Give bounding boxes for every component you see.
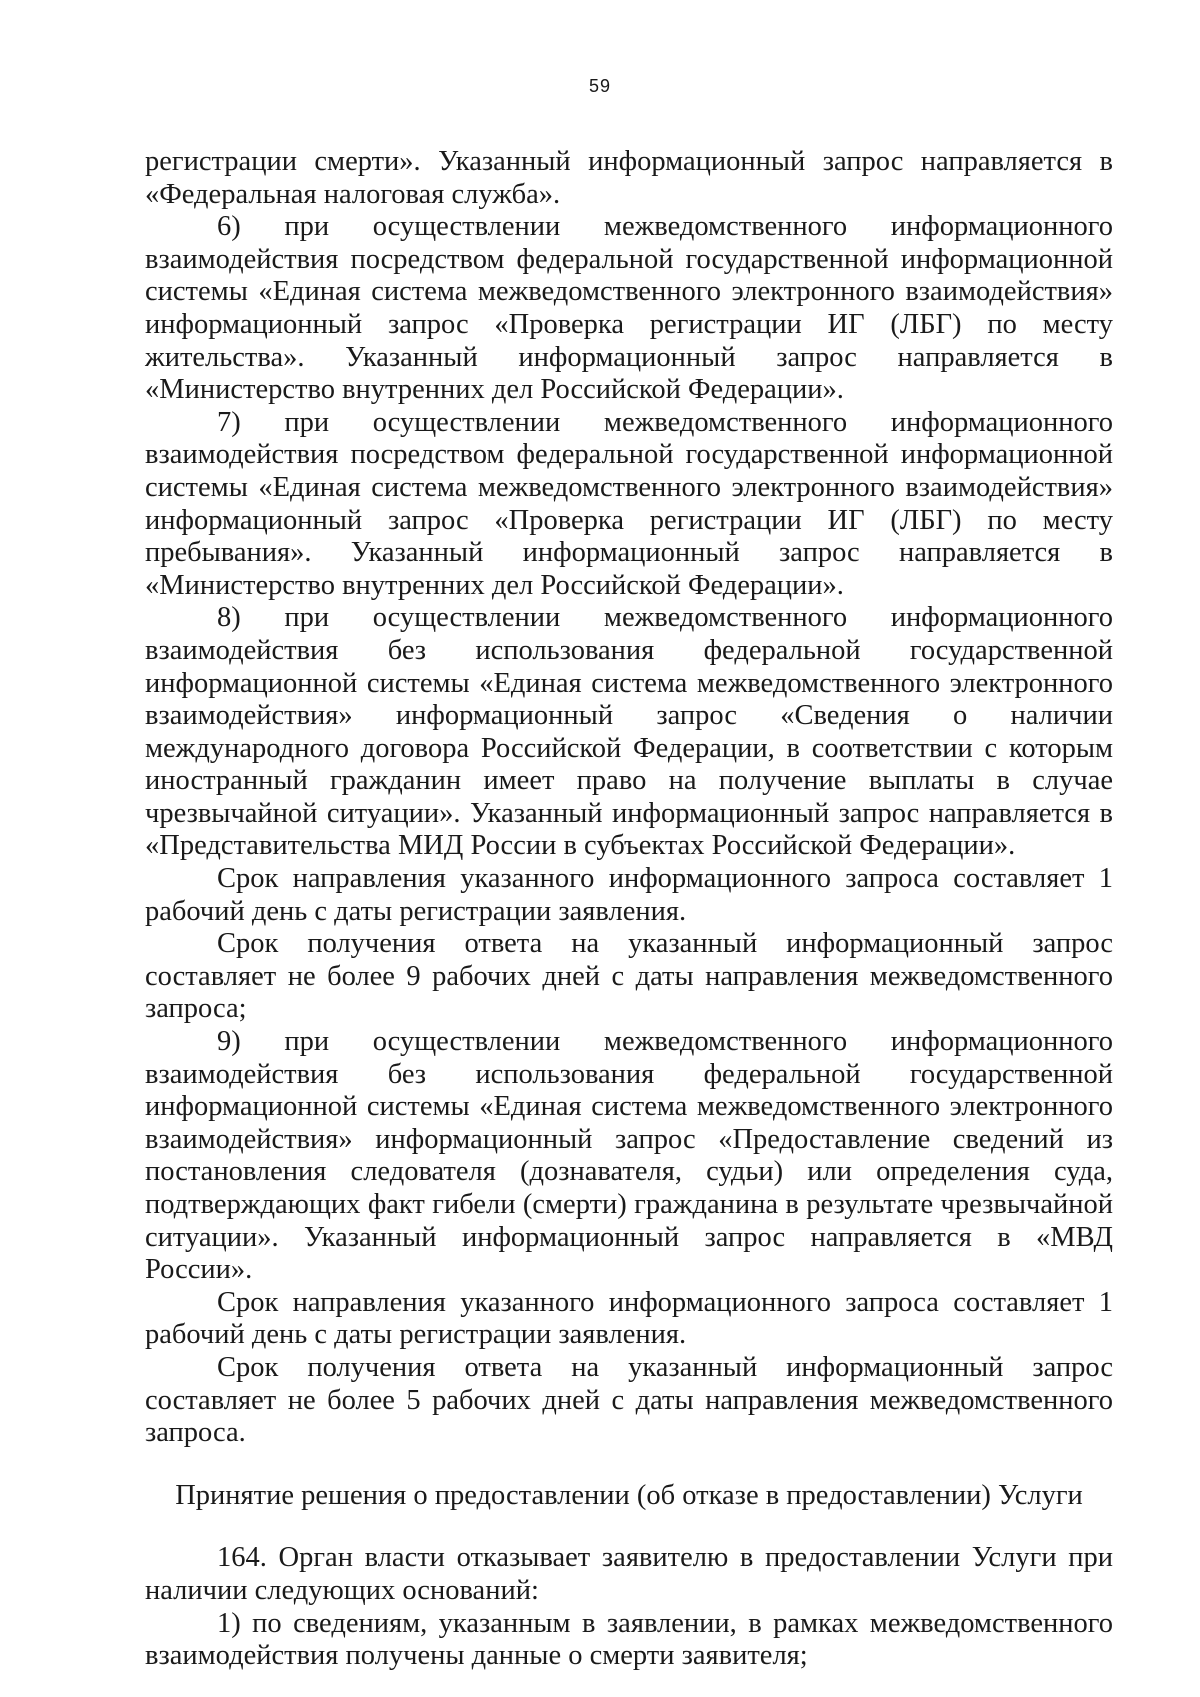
paragraph-item-7: 7) при осуществлении межведомственного информационного взаимодействия посредством федеральной государственной информационной системы «Единая система межведомственного электронного взаимодействия» информационный запрос «Проверка регистрации ИГ (ЛБГ) по месту пребывания». Указанный информационный запрос направляется в «Министерство внутренних дел Российской Федерации». xyxy=(145,406,1113,601)
section-heading: Принятие решения о предоставлении (об отказе в предоставлении) Услуги xyxy=(175,1479,1083,1511)
document-body xyxy=(145,146,1113,1673)
paragraph-item-9: 9) при осуществлении межведомственного информационного взаимодействия без использования федеральной государственной информационной системы «Единая система межведомственного электронного взаимодействия» информационный запрос «Предоставление сведений из постановления следователя (дознавателя, судьи) или определения суда, подтверждающих факт гибели (смерти) гражданина в результате чрезвычайной ситуации». Указанный информационный запрос направляется в «МВД России». xyxy=(145,1026,1113,1286)
paragraph-request-deadline: Срок направления указанного информационного запроса составляет 1 рабочий день с даты регистрации заявления. xyxy=(145,1286,1113,1351)
paragraph-item-8: 8) при осуществлении межведомственного информационного взаимодействия без использования федеральной государственной информационной системы «Единая система межведомственного электронного взаимодействия» информационный запрос «Сведения о наличии международного договора Российской Федерации, в соответствии с которым иностранный гражданин имеет право на получение выплаты в случае чрезвычайной ситуации». Указанный информационный запрос направляется в «Представительства МИД России в субъектах Российской Федерации». xyxy=(145,602,1113,862)
paragraph-item-6: 6) при осуществлении межведомственного информационного взаимодействия посредством федеральной государственной информационной системы «Единая система межведомственного электронного взаимодействия» информационный запрос «Проверка регистрации ИГ (ЛБГ) по месту жительства». Указанный информационный запрос направляется в «Министерство внутренних дел Российской Федерации». xyxy=(145,211,1113,406)
page-number: 59 xyxy=(588,76,612,96)
paragraph-request-deadline: Срок направления указанного информационного запроса составляет 1 рабочий день с даты регистрации заявления. xyxy=(145,863,1113,927)
paragraph-continuation: регистрации смерти». Указанный информационный запрос направляется в «Федеральная налоговая служба». xyxy=(145,146,1113,210)
paragraph-ground-1: 1) по сведениям, указанным в заявлении, в рамках межведомственного взаимодействия получены данные о смерти заявителя; xyxy=(145,1607,1113,1672)
paragraph-response-deadline: Срок получения ответа на указанный информационный запрос составляет не более 5 рабочих дней с даты направления межведомственного запроса. xyxy=(145,1351,1113,1449)
paragraph-clause-164: 164. Орган власти отказывает заявителю в предоставлении Услуги при наличии следующих оснований: xyxy=(145,1542,1113,1606)
paragraph-response-deadline: Срок получения ответа на указанный информационный запрос составляет не более 9 рабочих дней с даты направления межведомственного запроса; xyxy=(145,928,1113,1025)
